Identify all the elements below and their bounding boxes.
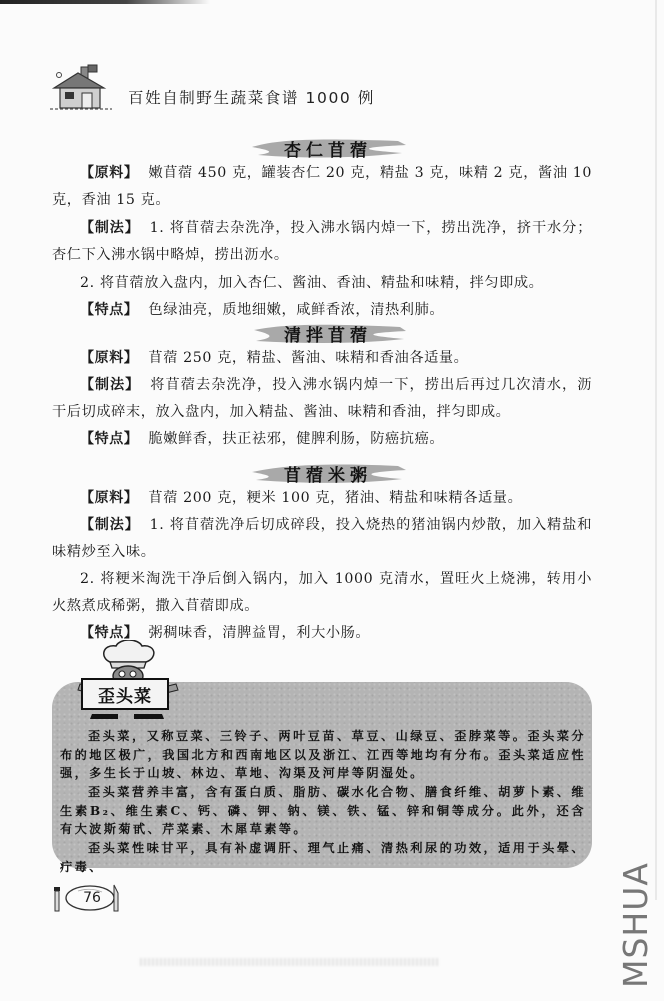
method-label: 【制法】 [80, 220, 140, 236]
method-label: 【制法】 [80, 377, 141, 393]
features-label: 【特点】 [80, 302, 139, 318]
recipe-1-method-step-2: 2. 将苜蓿放入盘内，加入杏仁、酱油、香油、精盐和味精，拌匀即成。 [80, 275, 544, 291]
info-paragraph-1: 歪头菜，又称豆菜、三铃子、两叶豆苗、草豆、山绿豆、歪脖菜等。歪头菜分布的地区极广，我国北方和西南地区以及浙江、江西等地均有分布。歪头菜适应性强，多生长于山坡、林边、草地、沟渠及河岸等阴湿处。 [60, 729, 586, 780]
recipe-title-3: 苜蓿米粥 [248, 458, 408, 488]
recipe-2-ingredients: 【原料】 苜蓿 250 克，精盐、酱油、味精和香油各适量。 [80, 350, 469, 366]
info-paragraph-2: 歪头菜营养丰富，含有蛋白质、脂肪、碳水化合物、膳食纤维、胡萝卜素、维生素B₂、维生素C、钙、磷、钾、钠、镁、铁、锰、锌和铜等成分。此外，还含有大波斯菊甙、芹菜素、木犀草素等。 [60, 785, 586, 836]
info-paragraph-3: 歪头菜性味甘平，具有补虚调肝、理气止痛、清热利尿的功效，适用于头晕、疔毒、 [60, 841, 586, 874]
house-icon [48, 64, 118, 112]
recipe-3-ingredients: 【原料】 苜蓿 200 克，粳米 100 克，猪油、精盐和味精各适量。 [80, 490, 523, 506]
recipe-1-ingredients: 【原料】 嫩苜蓿 450 克，罐装杏仁 20 克，精盐 3 克，味精 2 克，酱油 10 克，香油 15 克。 [52, 165, 592, 208]
scan-right-edge [655, 0, 657, 900]
recipe-1-features: 【特点】 色绿油亮，质地细嫩，咸鲜香浓，清热利肺。 [80, 302, 445, 318]
scan-bleed-through [140, 958, 440, 966]
watermark: MSHUA [616, 862, 655, 988]
features-label: 【特点】 [80, 625, 139, 641]
recipe-title-2: 清拌苜蓿 [248, 318, 408, 348]
info-box-sign: 歪头菜 [81, 678, 169, 710]
recipe-title-1: 杏仁苜蓿 [248, 133, 408, 163]
book-title: 百姓自制野生蔬菜食谱 1000 例 [128, 89, 376, 107]
recipe-2-features: 【特点】 脆嫩鲜香，扶正祛邪，健脾利肠，防癌抗癌。 [80, 431, 445, 447]
recipe-3-method-step-2: 2. 将粳米淘洗干净后倒入锅内，加入 1000 克清水，置旺火上烧沸，转用小火熬煮成稀粥，撒入苜蓿即成。 [52, 571, 592, 614]
ingredients-label: 【原料】 [80, 165, 139, 181]
scan-edge-shadow [0, 0, 210, 4]
recipe-3-features: 【特点】 粥稠味香，清脾益胃，利大小肠。 [80, 625, 371, 641]
page-number-block [50, 883, 120, 915]
recipe-1-method: 【制法】 1. 将苜蓿去杂洗净，投入沸水锅内焯一下，捞出洗净，挤干水分；杏仁下入沸水锅中略焯，捞出沥水。 [52, 220, 592, 263]
ingredients-label: 【原料】 [80, 350, 139, 366]
recipe-3-method: 【制法】 1. 将苜蓿洗净后切成碎段，投入烧热的猪油锅内炒散，加入精盐和味精炒至入味。 [52, 517, 592, 560]
ingredients-label: 【原料】 [80, 490, 139, 506]
running-header [48, 64, 448, 112]
features-label: 【特点】 [80, 431, 139, 447]
recipe-2-method: 【制法】 将苜蓿去杂洗净，投入沸水锅内焯一下，捞出后再过几次清水，沥干后切成碎末，放入盘内，加入精盐、酱油、味精和香油，拌匀即成。 [52, 377, 592, 420]
method-label: 【制法】 [80, 517, 140, 533]
page-number: 76 [83, 890, 101, 906]
